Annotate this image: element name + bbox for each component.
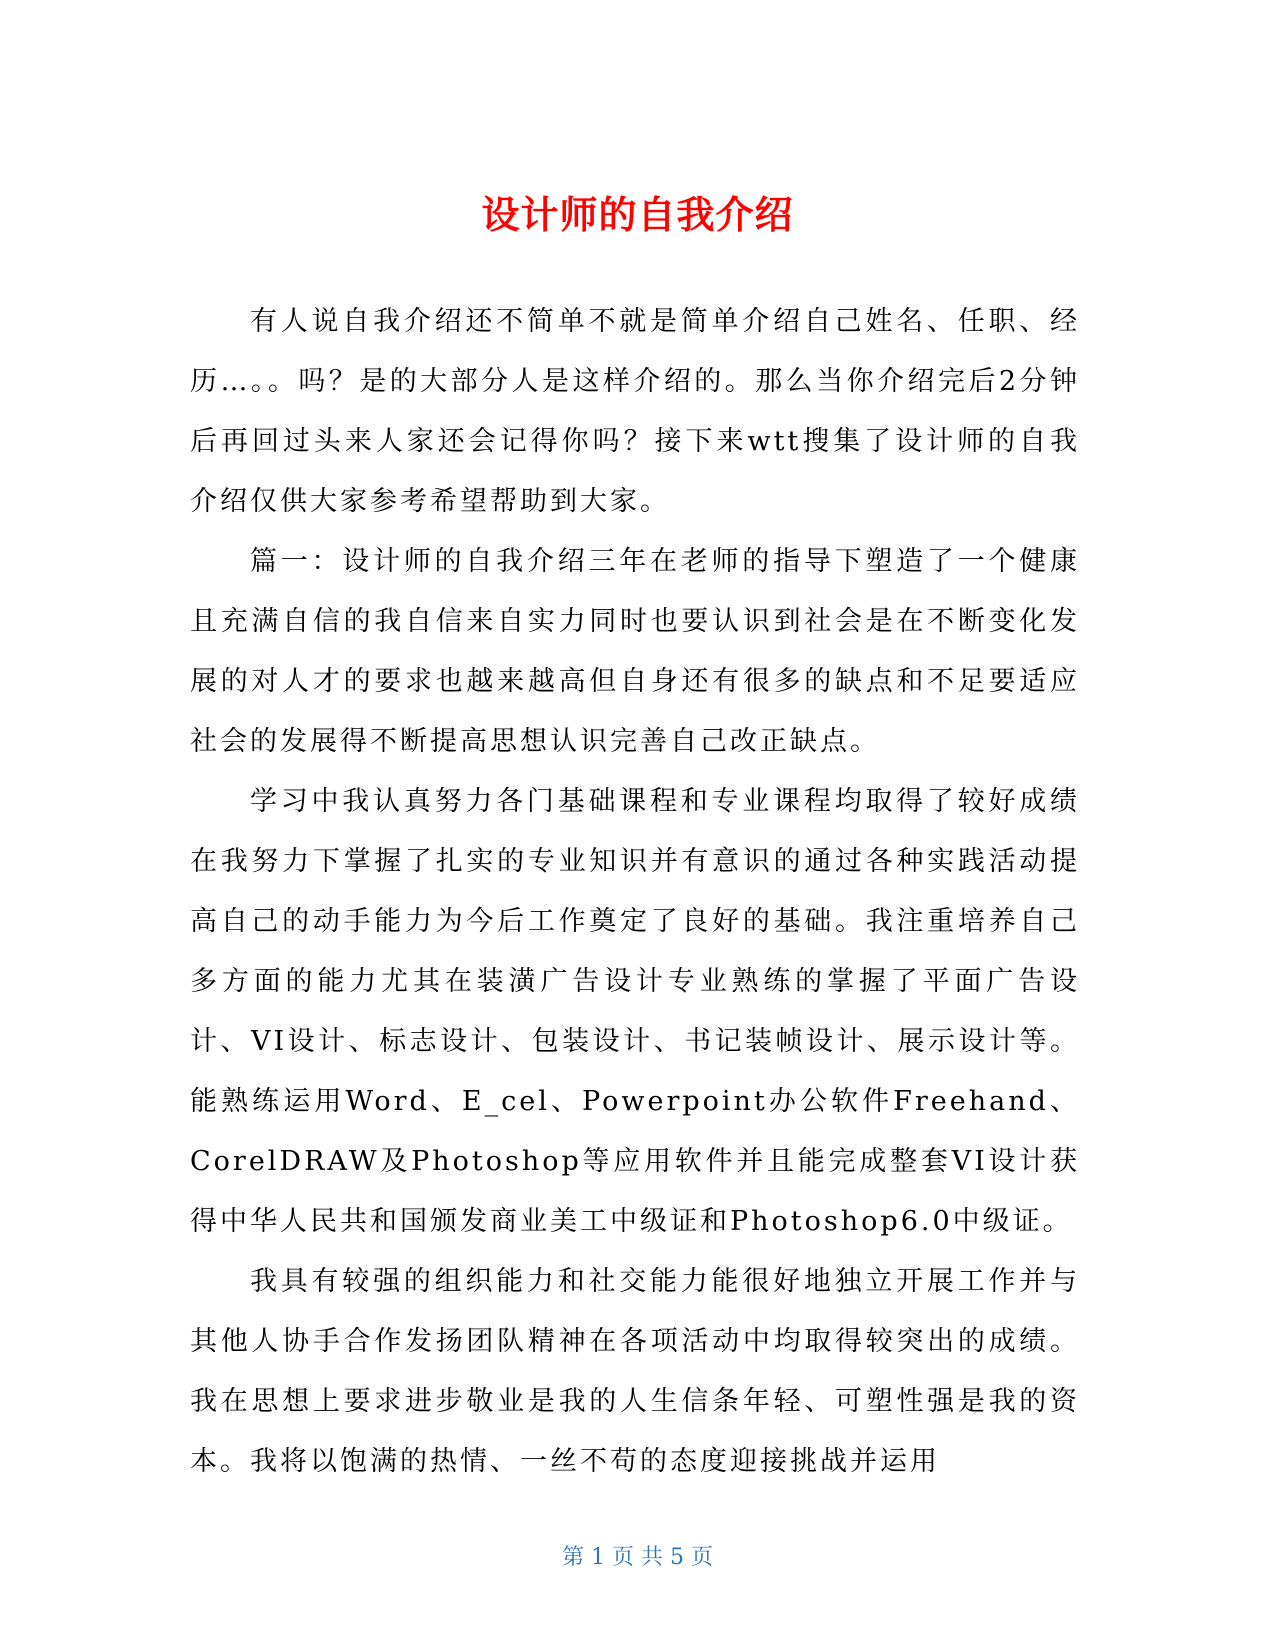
document-body bbox=[190, 292, 1080, 1492]
footer-suffix: 页 bbox=[691, 1545, 714, 1570]
paragraph-part-one: 篇一：设计师的自我介绍三年在老师的指导下塑造了一个健康且充满自信的我自信来自实力同时也要认识到社会是在不断变化发展的对人才的要求也越来越高但自身还有很多的缺点和不足要适应社会的发展得不断提高思想认识完善自己改正缺点。 bbox=[190, 546, 1080, 757]
document-title: 设计师的自我介绍 bbox=[481, 193, 794, 238]
footer-prefix: 第 bbox=[561, 1545, 584, 1570]
footer-mid: 页 共 bbox=[612, 1545, 663, 1570]
footer-total-pages: 5 bbox=[670, 1545, 684, 1570]
paragraph-intro: 有人说自我介绍还不简单不就是简单介绍自己姓名、任职、经历…。。吗？是的大部分人是这样介绍的。那么当你介绍完后2分钟后再回过头来人家还会记得你吗？接下来wtt搜集了设计师的自我介绍仅供大家参考希望帮助到大家。 bbox=[190, 306, 1080, 517]
footer-current-page: 1 bbox=[591, 1545, 605, 1570]
page-footer bbox=[0, 1543, 1275, 1573]
paragraph-study: 学习中我认真努力各门基础课程和专业课程均取得了较好成绩在我努力下掌握了扎实的专业知识并有意识的通过各种实践活动提高自己的动手能力为今后工作奠定了良好的基础。我注重培养自己多方面的能力尤其在装潢广告设计专业熟练的掌握了平面广告设计、VI设计、标志设计、包装设计、书记装帧设计、展示设计等。能熟练运用Word、E_cel、Powerpoint办公软件Freehand、CorelDRAW及Photoshop等应用软件并且能完成整套VI设计获得中华人民共和国颁发商业美工中级证和Photoshop6.0中级证。 bbox=[190, 786, 1080, 1237]
paragraph-abilities: 我具有较强的组织能力和社交能力能很好地独立开展工作并与其他人协手合作发扬团队精神在各项活动中均取得较突出的成绩。我在思想上要求进步敬业是我的人生信条年轻、可塑性强是我的资本。我将以饱满的热情、一丝不苟的态度迎接挑战并运用 bbox=[190, 1266, 1080, 1477]
